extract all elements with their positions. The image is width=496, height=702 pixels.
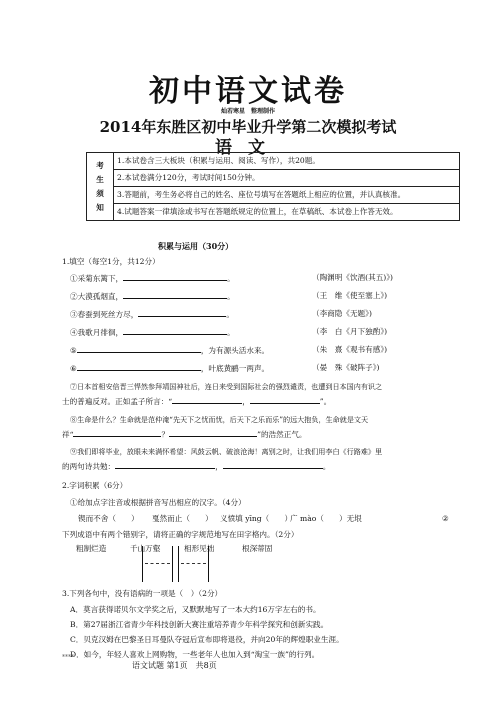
answer-blank[interactable] [250, 395, 320, 404]
text-fragment: ， [215, 462, 223, 471]
item-prefix: ④我歌月徘徊， [70, 328, 124, 337]
notice-label-char: 生 [96, 174, 104, 184]
item-prefix: ⑤ [70, 346, 77, 355]
q1-item-9-line-1: ⑨我们即将毕业，放眼未来满怀希望：风鼓云帆、破浪沧海！离别之时，让我们用李白《行路难》里 [70, 447, 383, 456]
word-item: 锲而不舍（ ） [78, 514, 139, 523]
word-item: 广 mào（ ）无垠 [290, 514, 362, 523]
notice-label-char: 知 [96, 202, 104, 212]
text-fragment: 士的普遍反对。正如孟子所言：“ [62, 397, 173, 406]
q2-stem: 2.字词积累（6分） [62, 481, 128, 490]
item-source: （朱 熹《观书有感》) [312, 345, 388, 354]
page-footer: 语文试题 第1页 共8页 [132, 661, 217, 670]
text-fragment: ， [242, 397, 250, 406]
q3-option-d: D．如今，年轻人喜欢上网购物，一些老年人也加入到“淘宝一族”的行列。 [70, 650, 320, 659]
sub-question-marker: ② [442, 514, 449, 523]
q1-item-9-line-2 [62, 460, 330, 473]
item-prefix: ②大漠孤烟直， [70, 292, 124, 301]
q1-item-3 [70, 308, 470, 321]
notice-label [87, 153, 114, 221]
idiom-item: 千山万壑 [130, 544, 161, 553]
answer-blank[interactable] [73, 428, 161, 437]
notice-item: 1.本试卷含三大板块（积累与运用、阅读、写作），共20题。 [114, 153, 460, 170]
q1-item-8-line-1: ⑧生命是什么？生命就是范仲淹“先天下之忧而忧，后天下之乐而乐”的远大抱负，生命就是文天 [70, 415, 369, 424]
item-source: （王 维《使至塞上》) [312, 291, 388, 300]
text-fragment: 的两句诗共勉： [62, 462, 116, 471]
text-fragment: ？ [161, 430, 170, 439]
paper-title: 初中语文试卷 [149, 74, 347, 109]
item-source: （陶渊明《饮酒(其五)》) [312, 273, 394, 282]
answer-blank[interactable] [123, 272, 227, 281]
q1-item-4 [70, 326, 470, 339]
answer-blank[interactable] [223, 460, 323, 469]
notice-label-char: 考 [96, 160, 104, 170]
answer-blank[interactable] [77, 362, 201, 371]
item-suffix: 。 [227, 292, 235, 301]
notice-item: 3.答题前，考生务必将自己的姓名、座位号填写在答题纸上相应的位置，并认真核准。 [114, 187, 460, 204]
idiom-item: 粗制烂造 [76, 544, 107, 553]
item-source: （李 白《月下独酌》) [312, 327, 388, 336]
item-prefix: ①采菊东篱下， [70, 274, 124, 283]
word-item: 义愤填 yīng（ ） [220, 514, 293, 523]
q2-sub-1: ①给加点字注音或根据拼音写出相应的汉字。（4分） [70, 498, 246, 507]
q1-item-6 [70, 362, 470, 375]
answer-blank[interactable] [169, 428, 257, 437]
q3-option-c: C．贝克汉姆在巴黎圣日耳曼队夺冠后宣布即将退役，并向20年的辉煌职业生涯。 [70, 635, 344, 644]
item-suffix: 。 [226, 310, 234, 319]
text-fragment: 祥“ [62, 430, 74, 439]
item-prefix: ③春蚕到死丝方尽， [70, 310, 139, 319]
notice-item: 2.本试卷满分120分，考试时间150分钟。 [114, 170, 460, 187]
q1-item-2 [70, 290, 470, 303]
text-fragment: 。 [322, 462, 331, 471]
answer-blank[interactable] [115, 460, 215, 469]
tian-grid-box-2[interactable] [178, 546, 209, 582]
item-prefix: ⑥ [70, 364, 77, 373]
item-suffix: 。 [227, 328, 235, 337]
q1-item-8-line-2 [62, 428, 307, 441]
item-source: （晏 殊《破阵子》) [312, 363, 380, 372]
idiom-item: 相形见拙 [184, 544, 215, 553]
exam-title: 2014年东胜区初中毕业升学第二次模拟考试 [99, 118, 397, 136]
q2-sub-2: 下列成语中有两个错别字，请将正确的字规范地写在田字格内。（2分） [62, 530, 299, 539]
q1-item-7-line-2 [62, 395, 331, 408]
q1-item-1 [70, 272, 470, 285]
text-fragment: ”的浩然正气。 [257, 430, 307, 439]
maker-line: 灿若寒星 整理制作 [220, 108, 275, 115]
q1-stem: 1.填空（每空1分，共12分） [62, 257, 160, 266]
q3-option-b: B．第27届浙江省青少年科技创新大赛注重培养青少年科学探究和创新实践。 [70, 620, 329, 629]
q1-item-5 [70, 344, 470, 357]
item-source: （李商隐《无题》) [312, 309, 372, 318]
item-suffix: ，为有源头活水来。 [200, 346, 270, 355]
item-suffix: ，叶底黄鹂一两声。 [200, 364, 270, 373]
answer-blank[interactable] [123, 290, 227, 299]
answer-blank[interactable] [172, 395, 242, 404]
answer-blank[interactable] [77, 344, 201, 353]
q1-item-7-line-1: ⑦日本首相安倍晋三悍然参拜靖国神社后，连日来受到国际社会的强烈谴责，也遭到日本国内有识之 [70, 382, 383, 391]
idiom-item: 根深蒂固 [242, 544, 273, 553]
subject-title: 语文 [215, 138, 281, 158]
word-item: 戛然而止（ ） [152, 514, 213, 523]
q3-option-a: A．莫言获得诺贝尔文学奖之后，又默默地写了一本大约16万字左右的书。 [70, 605, 321, 614]
notice-label-char: 须 [96, 188, 104, 198]
notice-table [86, 152, 460, 221]
answer-blank[interactable] [123, 326, 227, 335]
text-fragment: ”。 [319, 397, 332, 406]
q3-stem: 3.下列各句中，没有语病的一项是（ ）（2分） [62, 589, 223, 598]
notice-item: 4.试题答案一律填涂或书写在答题纸规定的位置上，在草稿纸、本试卷上作答无效。 [114, 204, 460, 221]
section-title: 积累与运用（30分） [158, 241, 234, 251]
footer-stars: **** [62, 654, 74, 661]
item-suffix: 。 [227, 274, 235, 283]
answer-blank[interactable] [138, 308, 226, 317]
tian-grid-box-1[interactable] [142, 546, 173, 582]
